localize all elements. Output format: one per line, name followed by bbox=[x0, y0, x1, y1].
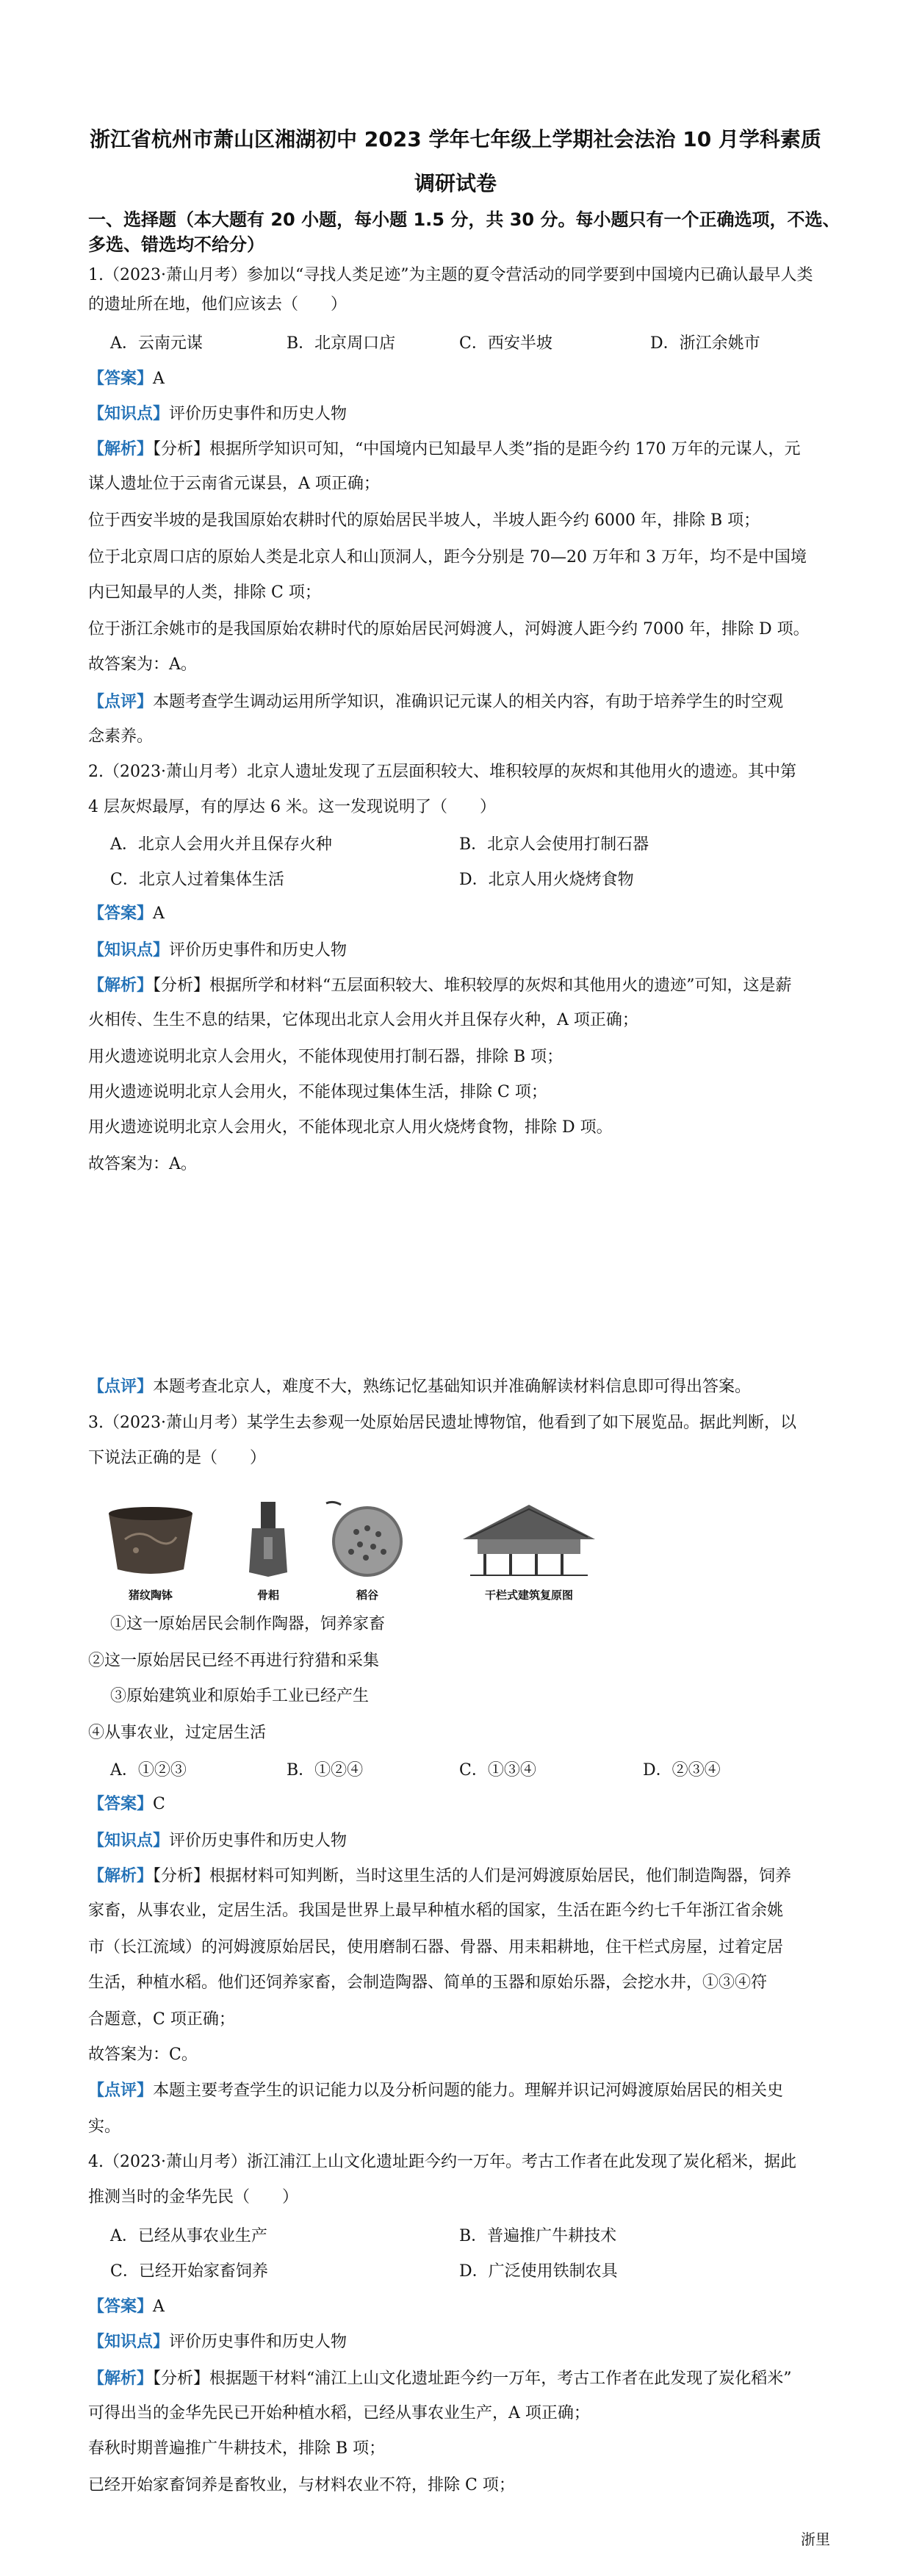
q4-analysis-line: 已经开始家畜饲养是畜牧业，与材料农业不符，排除 C 项； bbox=[88, 2476, 515, 2494]
q3-option-b: B．①②④ bbox=[287, 1761, 364, 1780]
q1-option-b: B．北京周口店 bbox=[287, 334, 396, 353]
q1-answer bbox=[88, 367, 830, 390]
q3-comment-text: 本题主要考查学生的识记能力以及分析问题的能力。理解并识记河姆渡原始居民的相关史 bbox=[153, 2082, 784, 2100]
kp-tag: 【知识点】 bbox=[88, 940, 170, 960]
q1-answer-value: A bbox=[153, 370, 165, 388]
exam-title-line2: 调研试卷 bbox=[414, 171, 497, 195]
q4-option-b: B．普遍推广牛耕技术 bbox=[459, 2227, 617, 2245]
q2-analysis-line: 用火遗迹说明北京人会用火，不能体现过集体生活，排除 C 项； bbox=[88, 1083, 547, 1101]
q1-analysis bbox=[88, 438, 830, 461]
q3-exhibit-figure bbox=[103, 1499, 602, 1609]
stilt-house-caption: 干栏式建筑复原图 bbox=[484, 1589, 573, 1602]
q1-analysis-line: 位于北京周口店的原始人类是北京人和山顶洞人，距今分别是 70—20 万年和 3 万年，均不是中国境 bbox=[88, 548, 807, 566]
q4-answer-value: A bbox=[153, 2298, 165, 2316]
bone-spade-caption: 骨耜 bbox=[256, 1589, 279, 1602]
q3-analysis-line: 【分析】根据材料可知判断，当时这里生活的人们是河姆渡原始居民，他们制造陶器，饲养 bbox=[153, 1867, 792, 1885]
q1-kp-text: 评价历史事件和历史人物 bbox=[169, 405, 348, 423]
q1-analysis-line: 谋人遗址位于云南省元谋县，A 项正确； bbox=[88, 475, 380, 493]
q3-analysis-line: 故答案为：C。 bbox=[88, 2046, 198, 2064]
kp-tag: 【知识点】 bbox=[88, 2332, 170, 2351]
q1-comment-text: 本题考查学生调动运用所学知识，准确识记元谋人的相关内容，有助于培养学生的时空观 bbox=[153, 693, 784, 711]
q2-analysis-line: 火相传、生生不息的结果，它体现出北京人会用火并且保存火种，A 项正确； bbox=[88, 1011, 638, 1029]
q1-analysis-line: 位于西安半坡的是我国原始农耕时代的原始居民半坡人，半坡人距今约 6000 年，排除 B 项； bbox=[88, 511, 760, 530]
q3-statement: ③原始建筑业和原始手工业已经产生 bbox=[110, 1687, 370, 1705]
q4-stem-cont: 推测当时的金华先民（ ） bbox=[88, 2188, 299, 2206]
q1-option-c: C．西安半坡 bbox=[459, 334, 552, 353]
q3-kp-text: 评价历史事件和历史人物 bbox=[169, 1832, 348, 1850]
q2-analysis-line: 【分析】根据所学和材料“五层面积较大、堆积较厚的灰烬和其他用火的遗迹”可知，这是薪 bbox=[153, 976, 792, 995]
q1-option-d: D．浙江余姚市 bbox=[650, 334, 760, 353]
q1-knowledge-point bbox=[88, 403, 830, 425]
q2-knowledge-point bbox=[88, 939, 830, 962]
q3-option-c: C．①③④ bbox=[459, 1761, 536, 1780]
q3-answer bbox=[88, 1793, 830, 1816]
q4-analysis-line: 春秋时期普遍推广牛耕技术，排除 B 项； bbox=[88, 2439, 386, 2458]
q2-stem-cont: 4 层灰烬最厚，有的厚达 6 米。这一发现说明了（ ） bbox=[88, 798, 496, 816]
q2-comment bbox=[88, 1375, 830, 1398]
answer-tag: 【答案】 bbox=[88, 1794, 154, 1813]
q2-stem: 2.（2023·萧山月考）北京人遗址发现了五层面积较大、堆积较厚的灰烬和其他用火的遗迹。其中第 bbox=[88, 763, 796, 781]
q4-analysis-line: 可得出当的金华先民已开始种植水稻，已经从事农业生产，A 项正确； bbox=[88, 2404, 590, 2422]
q4-knowledge-point bbox=[88, 2331, 830, 2353]
analysis-tag: 【解析】 bbox=[88, 1866, 154, 1885]
comment-tag: 【点评】 bbox=[88, 692, 154, 711]
q4-analysis bbox=[88, 2367, 830, 2390]
comment-tag: 【点评】 bbox=[88, 2081, 154, 2100]
page-footer: 浙里 bbox=[801, 2530, 830, 2548]
q2-option-d: D．北京人用火烧烤食物 bbox=[459, 871, 634, 889]
q2-option-c: C．北京人过着集体生活 bbox=[110, 871, 284, 889]
rice-grain-image bbox=[323, 1499, 411, 1602]
analysis-tag: 【解析】 bbox=[88, 439, 154, 458]
q3-option-d: D．②③④ bbox=[643, 1761, 721, 1780]
q3-statement: ②这一原始居民已经不再进行狩猎和采集 bbox=[88, 1652, 380, 1670]
answer-tag: 【答案】 bbox=[88, 369, 154, 388]
kp-tag: 【知识点】 bbox=[88, 404, 170, 423]
q4-answer bbox=[88, 2295, 830, 2318]
bone-spade-image bbox=[239, 1499, 298, 1602]
q4-option-c: C．已经开始家畜饲养 bbox=[110, 2262, 268, 2281]
rice-grain-caption: 稻谷 bbox=[356, 1589, 378, 1602]
q2-analysis bbox=[88, 974, 830, 997]
q4-stem: 4.（2023·萧山月考）浙江浦江上山文化遗址距今约一万年。考古工作者在此发现了炭化稻米，据此 bbox=[88, 2153, 796, 2171]
q1-analysis-line: 内已知最早的人类，排除 C 项； bbox=[88, 583, 321, 602]
q4-analysis-line: 【分析】根据题干材料“浦江上山文化遗址距今约一万年，考古工作者在此发现了炭化稻米” bbox=[153, 2370, 792, 2388]
q3-analysis-line: 市（长江流域）的河姆渡原始居民，使用磨制石器、骨器、用耒耜耕地，住干栏式房屋，过着定居 bbox=[88, 1938, 784, 1957]
q1-analysis-line: 【分析】根据所学知识可知，“中国境内已知最早人类”指的是距今约 170 万年的元谋人，元 bbox=[153, 440, 801, 458]
q3-stem-cont: 下说法正确的是（ ） bbox=[88, 1449, 267, 1467]
q1-option-a: A．云南元谋 bbox=[110, 334, 203, 353]
q4-kp-text: 评价历史事件和历史人物 bbox=[169, 2333, 348, 2351]
exam-title-line1: 浙江省杭州市萧山区湘湖初中 2023 学年七年级上学期社会法治 10 月学科素质 bbox=[90, 127, 821, 151]
section-heading-cont: 多选、错选均不给分） bbox=[88, 234, 264, 255]
q1-stem-cont: 的遗址所在地，他们应该去（ ） bbox=[88, 295, 348, 314]
q3-stem: 3.（2023·萧山月考）某学生去参观一处原始居民遗址博物馆，他看到了如下展览品。据此判断，以 bbox=[88, 1414, 796, 1432]
q2-kp-text: 评价历史事件和历史人物 bbox=[169, 941, 348, 960]
answer-tag: 【答案】 bbox=[88, 904, 154, 923]
q2-analysis-line: 故答案为：A。 bbox=[88, 1155, 197, 1173]
q2-analysis-line: 用火遗迹说明北京人会用火，不能体现使用打制石器，排除 B 项； bbox=[88, 1048, 563, 1066]
q4-option-d: D．广泛使用铁制农具 bbox=[459, 2262, 618, 2281]
q3-knowledge-point bbox=[88, 1830, 830, 1852]
q2-answer bbox=[88, 902, 830, 925]
q1-analysis-line: 位于浙江余姚市的是我国原始农耕时代的原始居民河姆渡人，河姆渡人距今约 7000 年，排除 D 项。 bbox=[88, 620, 810, 638]
q4-option-a: A．已经从事农业生产 bbox=[110, 2227, 267, 2245]
q3-statement: ④从事农业，过定居生活 bbox=[88, 1724, 267, 1742]
q2-answer-value: A bbox=[153, 904, 165, 923]
q3-statement: ①这一原始居民会制作陶器，饲养家畜 bbox=[110, 1615, 386, 1633]
analysis-tag: 【解析】 bbox=[88, 2369, 154, 2388]
q3-comment-cont: 实。 bbox=[88, 2118, 121, 2136]
kp-tag: 【知识点】 bbox=[88, 1831, 170, 1850]
answer-tag: 【答案】 bbox=[88, 2297, 154, 2316]
pottery-bowl-caption: 猪纹陶钵 bbox=[128, 1589, 173, 1602]
q2-analysis-line: 用火遗迹说明北京人会用火，不能体现北京人用火烧烤食物，排除 D 项。 bbox=[88, 1118, 613, 1137]
q3-analysis-line: 合题意，C 项正确； bbox=[88, 2010, 235, 2029]
q1-stem: 1.（2023·萧山月考）参加以“寻找人类足迹”为主题的夏令营活动的同学要到中国境内已确认最早人类 bbox=[88, 266, 813, 284]
q3-analysis bbox=[88, 1865, 830, 1888]
section-heading: 一、选择题（本大题有 20 小题，每小题 1.5 分，共 30 分。每小题只有一个正确选项，不选、 bbox=[88, 209, 840, 230]
q2-option-b: B．北京人会使用打制石器 bbox=[459, 835, 649, 854]
analysis-tag: 【解析】 bbox=[88, 976, 154, 995]
stilt-house-image bbox=[455, 1499, 602, 1602]
q3-option-a: A．①②③ bbox=[110, 1761, 187, 1780]
q2-option-a: A．北京人会用火并且保存火种 bbox=[110, 835, 332, 854]
comment-tag: 【点评】 bbox=[88, 1377, 154, 1396]
q3-analysis-line: 生活，种植水稻。他们还饲养家畜，会制造陶器、简单的玉器和原始乐器，会挖水井，①③④符 bbox=[88, 1974, 768, 1992]
q3-comment bbox=[88, 2079, 830, 2102]
q2-comment-text: 本题考查北京人，难度不大，熟练记忆基础知识并准确解读材料信息即可得出答案。 bbox=[153, 1378, 752, 1396]
q1-comment-cont: 念素养。 bbox=[88, 727, 154, 746]
q3-analysis-line: 家畜，从事农业，定居生活。我国是世界上最早种植水稻的国家，生活在距今约七千年浙江省余姚 bbox=[88, 1902, 784, 1920]
q1-analysis-line: 故答案为：A。 bbox=[88, 655, 197, 674]
pottery-bowl-image bbox=[103, 1499, 198, 1602]
q3-answer-value: C bbox=[153, 1795, 165, 1813]
q1-comment bbox=[88, 691, 830, 713]
